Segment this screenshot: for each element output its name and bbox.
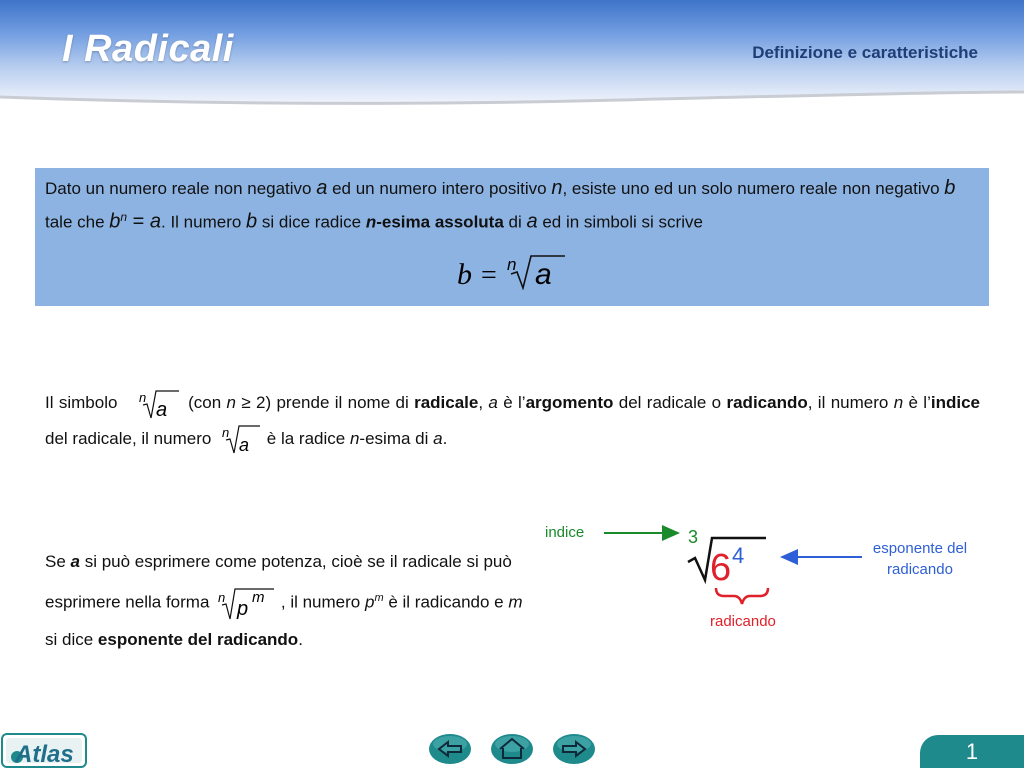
formula-lhs: b (457, 258, 472, 290)
text-fragment: si può esprimere come potenza, cioè se il radicale si può esprimere nella forma (45, 552, 512, 612)
symbol-index: n (218, 590, 226, 606)
var-n: n (226, 393, 236, 412)
var-n: n (349, 428, 360, 448)
text-fragment: Dato un numero reale non negativo (45, 179, 317, 198)
atlas-logo (0, 733, 90, 768)
text-fragment: ≥ 2) prende il nome di (236, 393, 415, 412)
var-a: a (316, 177, 328, 199)
home-button[interactable] (490, 733, 534, 765)
radicand-label: radicando (710, 613, 776, 630)
term-indice: indice (930, 393, 980, 412)
var-m: m (508, 592, 523, 612)
term-esponente-radicando: esponente del radicando (97, 630, 299, 650)
index-label: indice (545, 524, 585, 541)
index-value: 3 (688, 527, 699, 547)
text-fragment: ed un numero intero positivo (327, 179, 552, 198)
var-b: b (944, 177, 956, 199)
radicand-exponent-paragraph (45, 543, 535, 658)
page-number: 1 (920, 735, 1024, 768)
exponent-label-line2: radicando (887, 561, 953, 578)
formula-radicand: a (535, 258, 552, 290)
text-fragment: Il simbolo (45, 393, 118, 412)
var-p: p (364, 592, 375, 612)
text-fragment: si dice (45, 630, 98, 650)
text-fragment: è l’ (497, 393, 526, 412)
page-title: I Radicali (62, 28, 234, 70)
equals-sign: = (127, 210, 150, 233)
text-fragment: del radicale, il numero (45, 428, 212, 448)
text-fragment: (con (188, 393, 227, 412)
page-subtitle: Definizione e caratteristiche (752, 43, 978, 62)
var-m-superscript: m (374, 592, 384, 604)
text-fragment: Se (45, 552, 71, 571)
term-radicale: radicale (414, 393, 479, 412)
prev-button[interactable] (428, 733, 472, 765)
symbol-radicand: a (155, 398, 167, 421)
text-fragment: , (478, 393, 489, 412)
formula-index: n (507, 255, 517, 274)
text-fragment: , il numero (807, 393, 894, 412)
radical-symbol (216, 422, 262, 456)
exponent-value: 4 (732, 543, 745, 568)
var-a: a (70, 552, 80, 571)
var-n: n (893, 393, 904, 412)
bold-term: -esima assoluta (376, 212, 504, 232)
text-fragment: è l’ (903, 393, 931, 412)
radical-formula (455, 248, 575, 290)
radical-power-symbol (214, 585, 276, 621)
power-exponent: n (120, 210, 128, 224)
symbol-index: n (138, 389, 146, 405)
radical-parts-diagram (540, 510, 980, 650)
text-fragment: , il numero (280, 592, 365, 612)
var-a: a (433, 428, 443, 448)
var-a: a (526, 210, 538, 233)
text-fragment: è il radicando e (383, 592, 509, 612)
bold-n: n (365, 212, 377, 232)
text-fragment: , esiste uno ed un solo numero reale non negativo (562, 179, 945, 198)
text-fragment: si dice radice (257, 212, 366, 232)
next-button[interactable] (552, 733, 596, 765)
term-radicando: radicando (726, 393, 808, 412)
symbol-radicand: a (239, 435, 250, 456)
radical-definition-paragraph (45, 385, 980, 456)
symbol-exponent: m (252, 589, 265, 607)
radicand-brace-icon (716, 588, 768, 604)
symbol-base: p (237, 598, 249, 621)
symbol-index: n (222, 425, 230, 441)
var-b: b (246, 210, 258, 233)
text-fragment: tale che (45, 212, 110, 232)
text-fragment: . (442, 428, 448, 448)
definition-text (45, 174, 980, 237)
text-fragment: di (503, 212, 527, 232)
logo-text: Atlas (15, 741, 74, 768)
text-fragment: del radicale o (613, 393, 727, 412)
term-argomento: argomento (525, 393, 614, 412)
text-fragment: . Il numero (161, 212, 247, 232)
var-a: a (149, 210, 161, 233)
text-fragment: ed in simboli si scrive (537, 212, 703, 232)
var-n: n (551, 177, 563, 199)
power-base: b (109, 210, 121, 233)
text-fragment: . (298, 630, 303, 650)
radical-symbol (123, 387, 183, 421)
formula-equals: = (481, 260, 497, 290)
base-value: 6 (710, 547, 732, 589)
var-a: a (488, 393, 498, 412)
definition-box (35, 168, 989, 306)
text-fragment: è la radice (266, 428, 350, 448)
text-fragment: -esima di (359, 428, 434, 448)
exponent-label-line1: esponente del (872, 540, 968, 557)
